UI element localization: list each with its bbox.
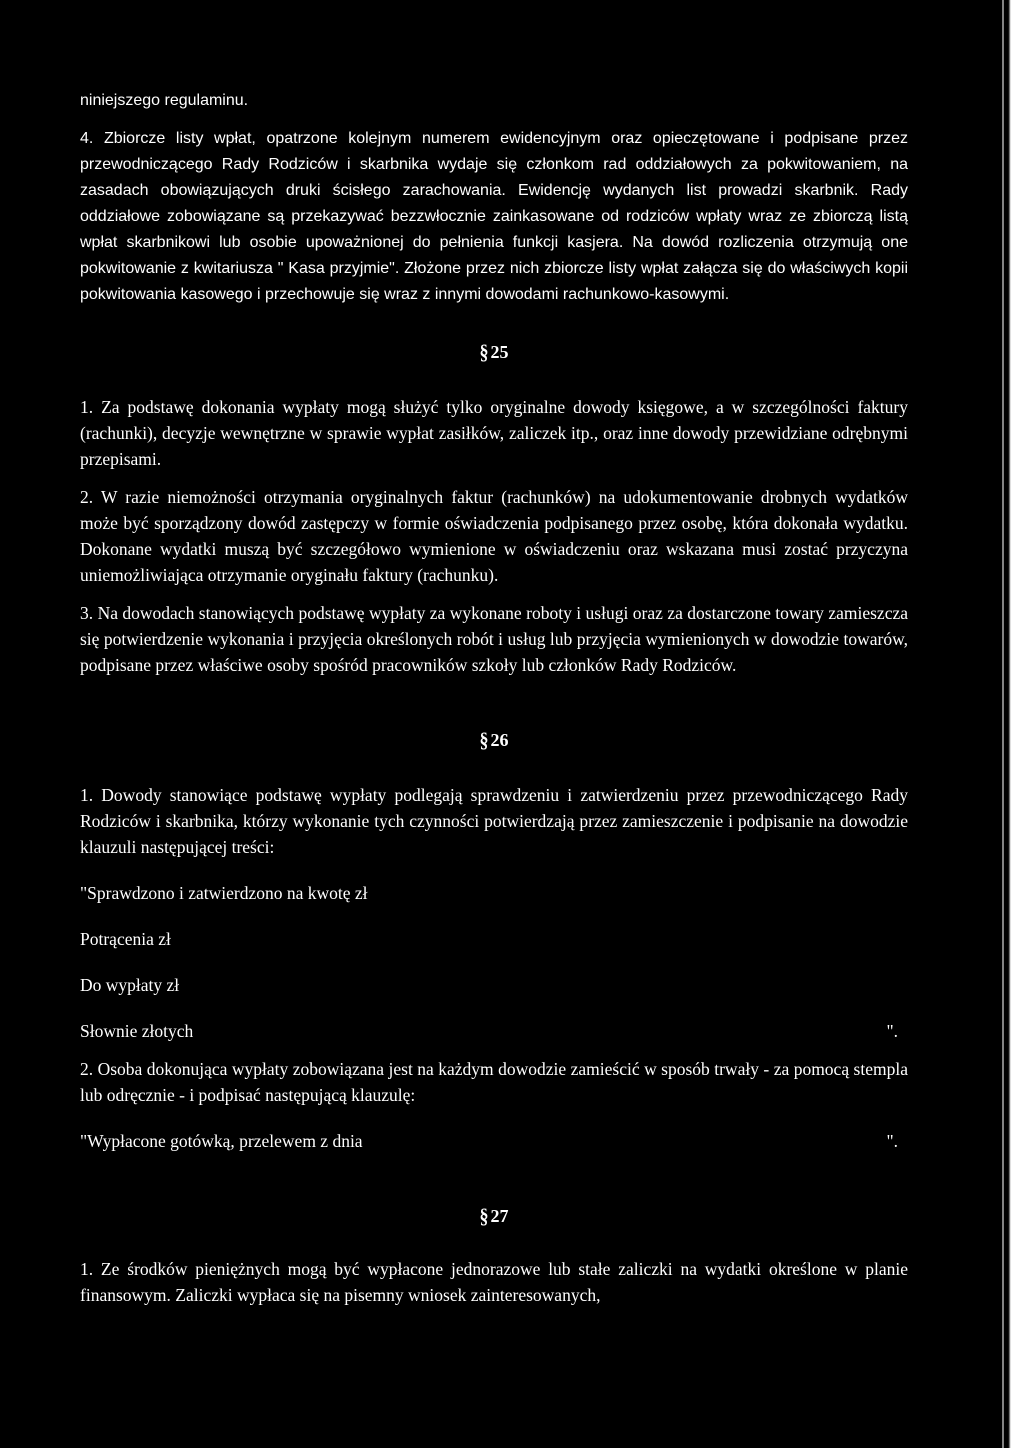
clause-line-4-right: ". <box>886 1021 898 1041</box>
section-mark: § <box>479 1204 489 1228</box>
scan-edge-line <box>1002 0 1004 1448</box>
clause-2-right: ". <box>886 1131 898 1151</box>
paragraph-25-2: 2. W razie niemożności otrzymania oryginalnych faktur (rachunków) na udokumentowanie drobnych wydatków może być sporządzony dowód zastępczy w formie oświadczenia podpisanego przez osobę, która dokonała wydatku. Dokonane wydatki muszą być szczegółowo wymienione w oświadczeniu oraz wskazana musi zostać przyczyna uniemożliwiająca otrzymanie oryginału faktury (rachunku). <box>80 487 908 585</box>
section-mark: § <box>479 728 489 752</box>
clause-2-line <box>80 1128 908 1154</box>
paragraph-26-1: 1. Dowody stanowiące podstawę wypłaty podlegają sprawdzeniu i zatwierdzeniu przez przewodniczącego Rady Rodziców i skarbnika, którzy wykonanie tych czynności potwierdzają przez zamieszczenie i podpisanie na dowodzie klauzuli następującej treści: <box>80 785 908 857</box>
paragraph-25-1: 1. Za podstawę dokonania wypłaty mogą służyć tylko oryginalne dowody księgowe, a w szczególności faktury (rachunki), decyzje wewnętrzne w sprawie wypłat zasiłków, zaliczek itp., oraz inne dowody przewidziane odrębnymi przepisami. <box>80 397 908 469</box>
section-heading-27 <box>80 1202 908 1230</box>
clause-line-2 <box>80 926 908 952</box>
paragraph-24-4: 4. Zbiorcze listy wpłat, opatrzone kolejnym numerem ewidencyjnym oraz opieczętowane i podpisane przez przewodniczącego Rady Rodziców i skarbnika wydaje się członkom rad oddziałowych za pokwitowaniem, na zasadach obowiązujących druki ścisłego zarachowania. Ewidencję wydanych list prowadzi skarbnik. Rady oddziałowe zobowiązane są przekazywać bezzwłocznie zainkasowane od rodziców wpłaty wraz ze zbiorczą listą wpłat skarbnikowi lub osobie upoważnionej do pełnienia funkcji kasjera. Na dowód rozliczenia otrzymują one pokwitowanie z kwitariusza " Kasa przyjmie". Złożone przez nich zbiorcze listy wpłat załącza się do właściwych kopii pokwitowania kasowego i przechowuje się wraz z innymi dowodami rachunkowo-kasowymi. <box>80 130 908 303</box>
section-number: 26 <box>490 730 509 750</box>
clause-line-4-left: Słownie złotych <box>80 1021 194 1041</box>
section-number: 25 <box>490 342 509 362</box>
clause-line-1 <box>80 880 908 906</box>
section-mark: § <box>479 340 489 364</box>
paragraph-27-1: 1. Ze środków pieniężnych mogą być wypłacone jednorazowe lub stałe zaliczki na wydatki określone w planie finansowym. Zaliczki wypłaca się na pisemny wniosek zainteresowanych, <box>80 1259 908 1305</box>
section-number: 27 <box>490 1206 509 1226</box>
section-heading-25 <box>80 338 908 366</box>
clause-line-2-text: Potrącenia zł <box>80 929 171 949</box>
clause-2-left: "Wypłacone gotówką, przelewem z dnia <box>80 1131 363 1151</box>
paragraph-25-3: 3. Na dowodach stanowiących podstawę wypłaty za wykonane roboty i usługi oraz za dostarczone towary zamieszcza się potwierdzenie wykonania i przyjęcia określonych robót i usług lub przyjęcia wymienionych w dowodzie towarów, podpisane przez właściwe osoby spośród pracowników szkoły lub członków Rady Rodziców. <box>80 603 908 675</box>
section-heading-26 <box>80 726 908 754</box>
clause-line-3-text: Do wypłaty zł <box>80 975 180 995</box>
clause-line-3 <box>80 972 908 998</box>
paragraph-26-2: 2. Osoba dokonująca wypłaty zobowiązana jest na każdym dowodzie zamieścić w sposób trwały - za pomocą stempla lub odręcznie - i podpisać następującą klauzulę: <box>80 1059 908 1105</box>
clause-line-4 <box>80 1018 908 1044</box>
clause-line-1-text: "Sprawdzono i zatwierdzono na kwotę zł <box>80 883 368 903</box>
document-body <box>80 88 908 1308</box>
top-fragment: niniejszego regulaminu. <box>80 92 249 109</box>
